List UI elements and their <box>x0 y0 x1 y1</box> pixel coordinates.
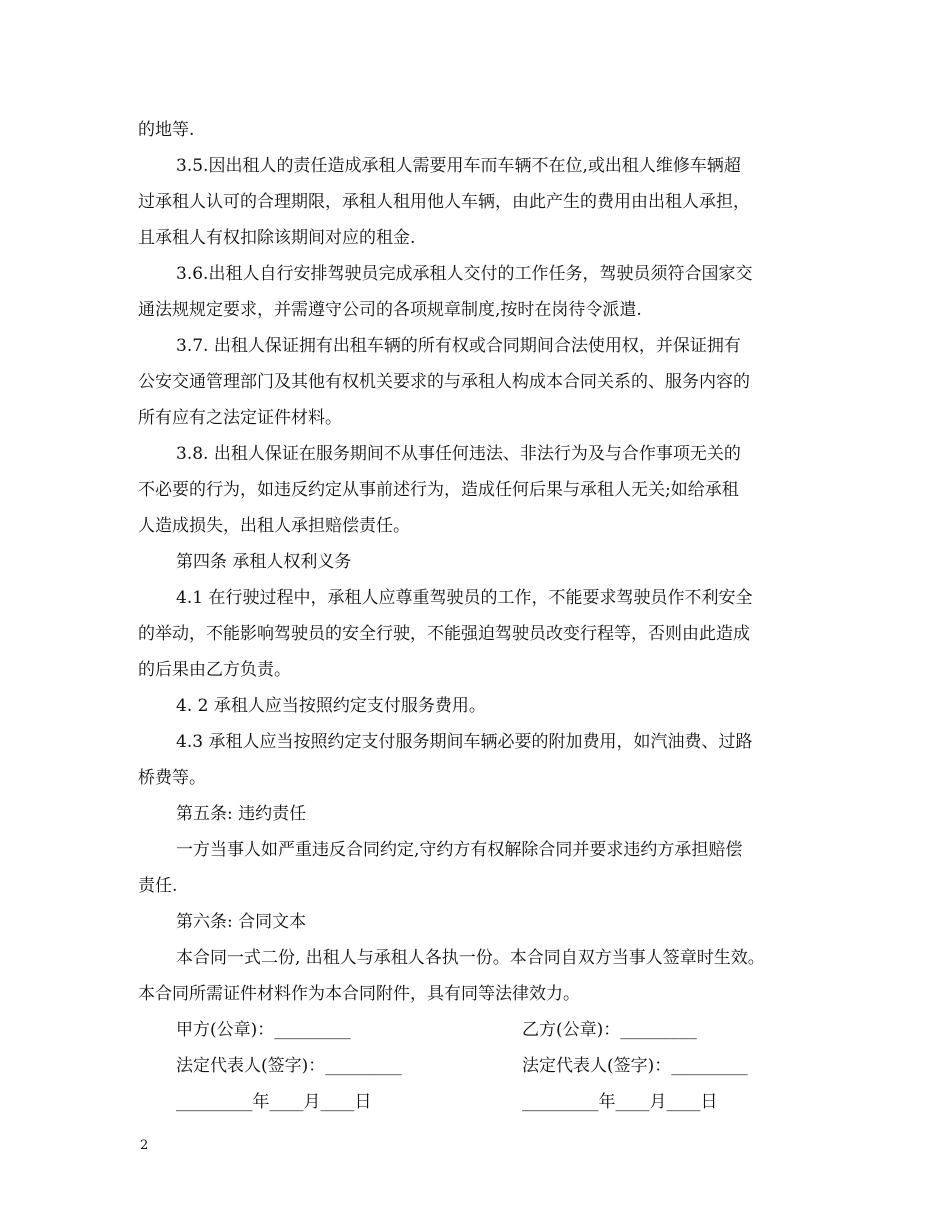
paragraph-line: 责任. <box>138 876 178 896</box>
paragraph-line: 过承租人认可的合理期限，承租人租用他人车辆，由此产生的费用由出租人承担， <box>138 192 750 212</box>
clause-3-8: 3.8. 出租人保证在服务期间不从事任何违法、非法行为及与合作事项无关的 <box>176 444 741 464</box>
paragraph-line: 本合同一式二份, 出租人与承租人各执一份。本合同自双方当事人签章时生效。 <box>176 948 765 968</box>
paragraph-line: 一方当事人如严重违反合同约定,守约方有权解除合同并要求违约方承担赔偿 <box>176 840 743 860</box>
clause-4-3: 4.3 承租人应当按照约定支付服务期间车辆必要的附加费用，如汽油费、过路 <box>176 732 753 752</box>
party-b-representative: 法定代表人(签字)：_________ <box>522 1056 748 1076</box>
paragraph-line: 桥费等。 <box>138 768 206 788</box>
clause-3-5: 3.5.因出租人的责任造成承租人需要用车而车辆不在位,或出租人维修车辆超 <box>176 156 741 176</box>
paragraph-line: 的举动，不能影响驾驶员的安全行驶，不能强迫驾驶员改变行程等，否则由此造成 <box>138 624 750 644</box>
paragraph-line: 不必要的行为，如违反约定从事前述行为，造成任何后果与承租人无关;如给承租 <box>138 480 739 500</box>
party-a-date: _________年____月____日 <box>176 1092 372 1112</box>
paragraph-line: 通法规规定要求，并需遵守公司的各项规章制度,按时在岗待令派遣. <box>138 300 642 320</box>
clause-3-7: 3.7. 出租人保证拥有出租车辆的所有权或合同期间合法使用权，并保证拥有 <box>176 336 741 356</box>
clause-4-2: 4. 2 承租人应当按照约定支付服务费用。 <box>176 696 486 716</box>
paragraph-line: 的后果由乙方负责。 <box>138 660 291 680</box>
article-5-heading: 第五条: 违约责任 <box>176 804 307 824</box>
paragraph-line: 本合同所需证件材料作为本合同附件，具有同等法律效力。 <box>138 984 580 1004</box>
party-b-seal: 乙方(公章)：_________ <box>522 1020 697 1040</box>
party-a-seal: 甲方(公章)：_________ <box>176 1020 351 1040</box>
paragraph-line: 且承租人有权扣除该期间对应的租金. <box>138 228 416 248</box>
article-6-heading: 第六条: 合同文本 <box>176 912 307 932</box>
party-b-date: _________年____月____日 <box>522 1092 718 1112</box>
paragraph-line: 所有应有之法定证件材料。 <box>138 408 342 428</box>
article-4-heading: 第四条 承租人权利义务 <box>176 552 352 572</box>
paragraph-line: 公安交通管理部门及其他有权机关要求的与承租人构成本合同关系的、服务内容的 <box>138 372 750 392</box>
paragraph-line: 人造成损失，出租人承担赔偿责任。 <box>138 516 410 536</box>
party-a-representative: 法定代表人(签字)：_________ <box>176 1056 402 1076</box>
page-number: 2 <box>140 1138 149 1153</box>
paragraph-line: 的地等. <box>138 120 195 140</box>
clause-4-1: 4.1 在行驶过程中，承租人应尊重驾驶员的工作，不能要求驾驶员作不利安全 <box>176 588 753 608</box>
clause-3-6: 3.6.出租人自行安排驾驶员完成承租人交付的工作任务，驾驶员须符合国家交 <box>176 264 753 284</box>
